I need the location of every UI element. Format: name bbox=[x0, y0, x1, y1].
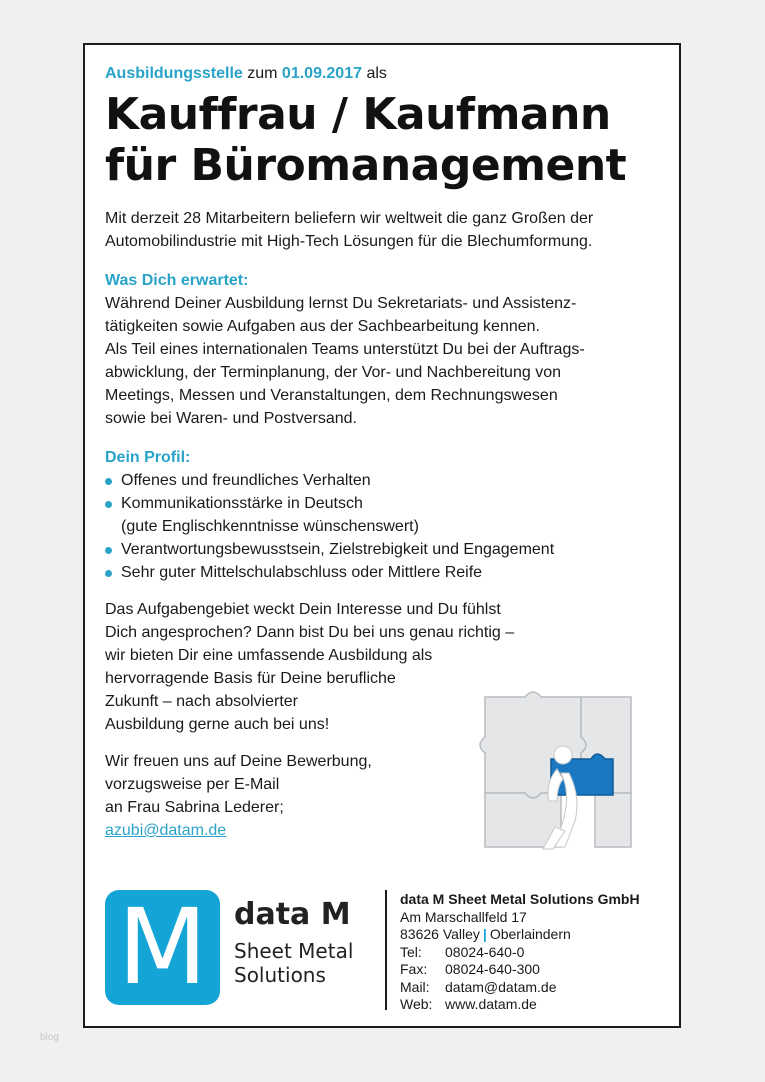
tel-label: Tel: bbox=[400, 943, 422, 960]
expect-heading: Was Dich erwartet: bbox=[105, 272, 249, 289]
list-item bbox=[105, 538, 665, 561]
company-logo bbox=[105, 886, 220, 1008]
job-ad-card bbox=[83, 43, 681, 1028]
puzzle-illustration bbox=[465, 677, 655, 867]
list-item bbox=[105, 492, 665, 538]
watermark-text: blog bbox=[40, 1032, 59, 1043]
city-district: Oberlaindern bbox=[489, 926, 571, 942]
apply-line: Wir freuen uns auf Deine Bewerbung, bbox=[105, 753, 372, 770]
bullet-icon bbox=[105, 501, 112, 508]
closing-line: Ausbildung gerne auch bei uns! bbox=[105, 716, 330, 733]
fax-label: Fax: bbox=[400, 961, 428, 977]
closing-line: Zukunft – nach absolvierter bbox=[105, 693, 298, 710]
mail-label: Mail: bbox=[400, 978, 430, 995]
logo-line-3: Solutions bbox=[234, 963, 326, 987]
bullet-icon bbox=[105, 570, 112, 577]
closing-line: hervorragende Basis für Deine berufliche bbox=[105, 670, 396, 687]
profile-heading: Dein Profil: bbox=[105, 449, 191, 466]
city-postal: 83626 Valley bbox=[400, 926, 480, 942]
contact-block bbox=[400, 891, 640, 1014]
contact-divider bbox=[385, 890, 387, 1010]
list-item bbox=[105, 561, 665, 584]
list-item bbox=[105, 469, 665, 492]
kicker-date: 01.09.2017 bbox=[281, 65, 362, 82]
city-separator: | bbox=[482, 926, 487, 942]
intro-line: Mit derzeit 28 Mitarbeitern beliefern wir weltweit die ganz Großen der bbox=[105, 210, 594, 227]
profile-item-subtext: (gute Englischkenntnisse wünschenswert) bbox=[121, 518, 419, 535]
ad-kicker bbox=[105, 65, 665, 83]
expect-line: abwicklung, der Terminplanung, der Vor- und Nachbereitung von bbox=[105, 364, 561, 381]
web-value[interactable]: www.datam.de bbox=[445, 996, 537, 1012]
kicker-connector: zum bbox=[242, 65, 282, 82]
profile-item-text: Sehr guter Mittelschulabschluss oder Mittlere Reife bbox=[121, 564, 483, 581]
company-name: data M Sheet Metal Solutions GmbH bbox=[400, 891, 640, 907]
profile-item-text: Verantwortungsbewusstsein, Zielstrebigkeit und Engagement bbox=[121, 541, 555, 558]
expect-line: Als Teil eines internationalen Teams unterstützt Du bei der Auftrags- bbox=[105, 341, 585, 358]
bullet-icon bbox=[105, 478, 112, 485]
closing-line: wir bieten Dir eine umfassende Ausbildung als bbox=[105, 647, 433, 664]
intro-line: Automobilindustrie mit High-Tech Lösungen für die Blechumformung. bbox=[105, 233, 593, 250]
closing-line: Das Aufgabengebiet weckt Dein Interesse und Du fühlst bbox=[105, 601, 501, 618]
title-line-1: Kauffrau / Kaufmann bbox=[105, 89, 611, 140]
fax-row bbox=[400, 961, 640, 979]
expect-line: tätigkeiten sowie Aufgaben aus der Sachbearbeitung kennen. bbox=[105, 318, 540, 335]
intro-paragraph bbox=[105, 207, 665, 253]
profile-item-text: Offenes und freundliches Verhalten bbox=[121, 472, 371, 489]
kicker-suffix: als bbox=[362, 65, 387, 82]
logo-wordmark bbox=[234, 897, 353, 987]
bullet-icon bbox=[105, 547, 112, 554]
ad-title bbox=[105, 89, 665, 191]
profile-item-text: Kommunikationsstärke in Deutsch bbox=[121, 495, 363, 512]
expect-line: Meetings, Messen und Veranstaltungen, dem Rechnungswesen bbox=[105, 387, 558, 404]
web-label: Web: bbox=[400, 996, 433, 1012]
expect-paragraph bbox=[105, 292, 665, 430]
city-address bbox=[400, 926, 640, 944]
logo-line-1: data M bbox=[234, 897, 351, 932]
street-address: Am Marschallfeld 17 bbox=[400, 908, 527, 925]
apply-line: an Frau Sabrina Lederer; bbox=[105, 799, 284, 816]
expect-line: Während Deiner Ausbildung lernst Du Sekretariats- und Assistenz- bbox=[105, 295, 577, 312]
logo-line-2: Sheet Metal bbox=[234, 939, 354, 963]
web-row bbox=[400, 996, 640, 1014]
mail-row bbox=[400, 979, 640, 997]
tel-row bbox=[400, 944, 640, 962]
email-link[interactable]: azubi@datam.de bbox=[105, 822, 227, 839]
mail-value[interactable]: datam@datam.de bbox=[445, 978, 557, 995]
expect-line: sowie bei Waren- und Postversand. bbox=[105, 410, 357, 427]
tel-value: 08024-640-0 bbox=[445, 943, 525, 960]
profile-list bbox=[105, 469, 665, 584]
title-line-2: für Büromanagement bbox=[105, 140, 627, 191]
apply-line: vorzugsweise per E-Mail bbox=[105, 776, 280, 793]
kicker-position: Ausbildungsstelle bbox=[105, 65, 243, 82]
logo-letter: M bbox=[117, 886, 208, 1008]
closing-line: Dich angesprochen? Dann bist Du bei uns genau richtig – bbox=[105, 624, 515, 641]
fax-value: 08024-640-300 bbox=[445, 961, 540, 977]
